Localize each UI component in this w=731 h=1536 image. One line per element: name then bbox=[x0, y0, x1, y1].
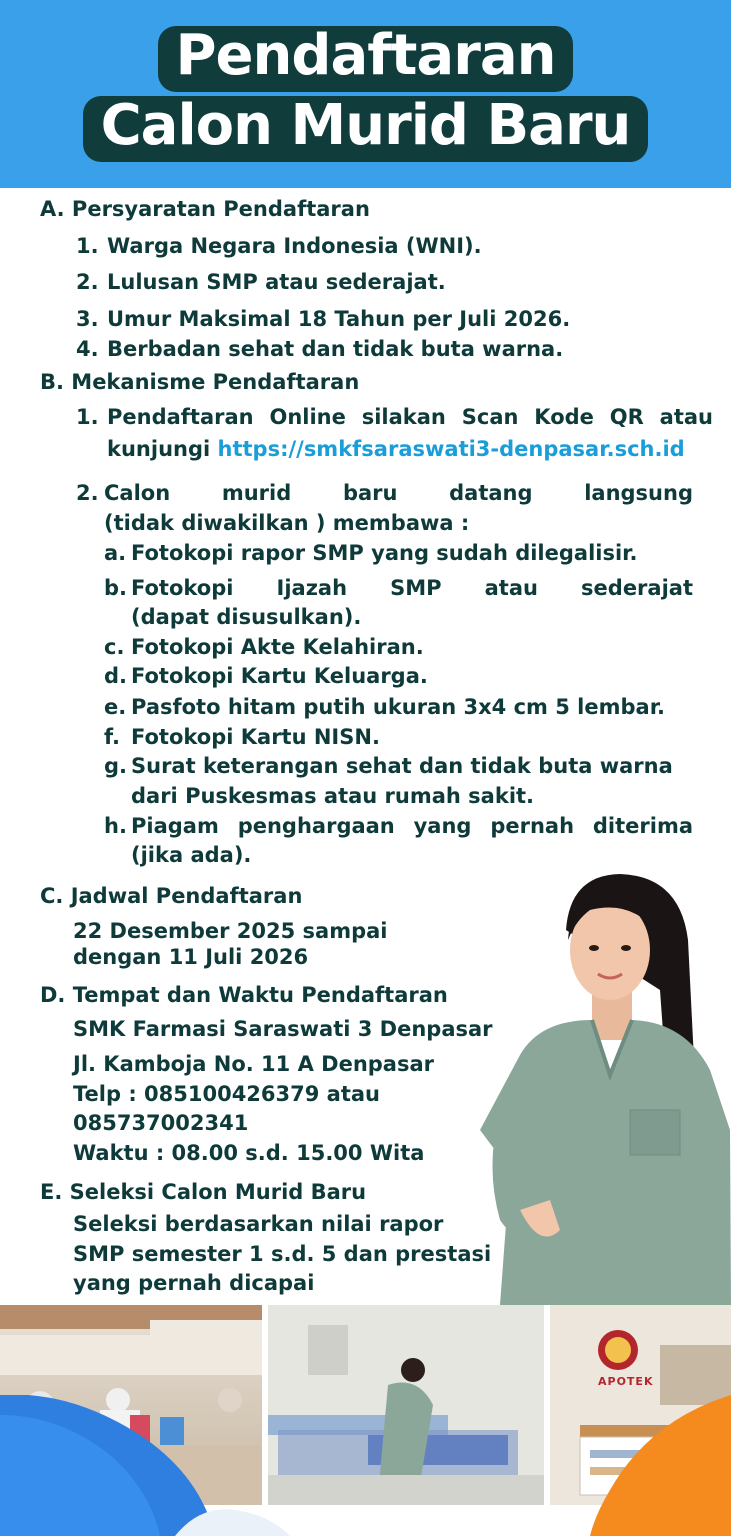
c-line-1: 22 Desember 2025 sampai bbox=[73, 919, 388, 943]
b-sub-f-letter: f. bbox=[104, 725, 120, 749]
section-d-heading: D. Tempat dan Waktu Pendaftaran bbox=[40, 983, 448, 1007]
b-item-2-line-1: Calon murid baru datang langsung bbox=[104, 481, 693, 505]
b-sub-b-text: Fotokopi Ijazah SMP atau sederajat bbox=[131, 576, 693, 600]
student-photo bbox=[480, 870, 731, 1305]
b-sub-e-letter: e. bbox=[104, 695, 127, 719]
b-item-1-number: 1. bbox=[76, 405, 99, 429]
apotek-sign: APOTEK bbox=[598, 1375, 654, 1388]
d-line-3: Telp : 085100426379 atau bbox=[73, 1082, 381, 1106]
b-item-1-prefix: kunjungi bbox=[107, 437, 218, 461]
lab-photo bbox=[0, 1305, 262, 1505]
section-a-heading: A. Persyaratan Pendaftaran bbox=[40, 197, 370, 221]
e-line-1: Seleksi berdasarkan nilai rapor bbox=[73, 1212, 444, 1236]
b-item-1-line-1: Pendaftaran Online silakan Scan Kode QR atau bbox=[107, 405, 713, 429]
website-link[interactable]: https://smkfsaraswati3-denpasar.sch.id bbox=[217, 437, 685, 461]
b-sub-c-letter: c. bbox=[104, 635, 125, 659]
title-line-2: Calon Murid Baru bbox=[0, 96, 731, 162]
a-item-3-text: Umur Maksimal 18 Tahun per Juli 2026. bbox=[107, 307, 571, 331]
d-line-5: Waktu : 08.00 s.d. 15.00 Wita bbox=[73, 1141, 425, 1165]
header-banner bbox=[0, 0, 731, 188]
b-sub-g-letter: g. bbox=[104, 754, 128, 778]
b-sub-h-letter: h. bbox=[104, 814, 127, 838]
b-sub-b-text-2: (dapat disusulkan). bbox=[131, 605, 362, 629]
e-line-3: yang pernah dicapai bbox=[73, 1271, 315, 1295]
section-b-heading: B. Mekanisme Pendaftaran bbox=[40, 370, 360, 394]
b-sub-e-text: Pasfoto hitam putih ukuran 3x4 cm 5 lembar. bbox=[131, 695, 666, 719]
b-sub-d-letter: d. bbox=[104, 664, 128, 688]
b-sub-g-text: Surat keterangan sehat dan tidak buta warna bbox=[131, 754, 673, 778]
b-sub-b-letter: b. bbox=[104, 576, 128, 600]
a-item-3-number: 3. bbox=[76, 307, 99, 331]
b-sub-a-text: Fotokopi rapor SMP yang sudah dilegalisir. bbox=[131, 541, 638, 565]
ward-photo bbox=[268, 1305, 544, 1505]
b-sub-g-text-2: dari Puskesmas atau rumah sakit. bbox=[131, 784, 535, 808]
b-item-1-line-2 bbox=[107, 437, 685, 461]
a-item-4-number: 4. bbox=[76, 337, 99, 361]
a-item-2-text: Lulusan SMP atau sederajat. bbox=[107, 270, 446, 294]
d-line-4: 085737002341 bbox=[73, 1111, 249, 1135]
title-line-1: Pendaftaran bbox=[0, 26, 731, 92]
b-item-2-line-2: (tidak diwakilkan ) membawa : bbox=[104, 511, 470, 535]
d-line-2: Jl. Kamboja No. 11 A Denpasar bbox=[73, 1052, 435, 1076]
b-sub-h-text-2: (jika ada). bbox=[131, 843, 252, 867]
pharmacy-photo bbox=[550, 1305, 731, 1505]
a-item-1-text: Warga Negara Indonesia (WNI). bbox=[107, 234, 482, 258]
photo-strip bbox=[0, 1305, 731, 1536]
a-item-1-number: 1. bbox=[76, 234, 99, 258]
section-e-heading: E. Seleksi Calon Murid Baru bbox=[40, 1180, 367, 1204]
c-line-2: dengan 11 Juli 2026 bbox=[73, 945, 309, 969]
b-item-2-number: 2. bbox=[76, 481, 99, 505]
b-sub-c-text: Fotokopi Akte Kelahiran. bbox=[131, 635, 424, 659]
d-line-1: SMK Farmasi Saraswati 3 Denpasar bbox=[73, 1017, 493, 1041]
b-sub-d-text: Fotokopi Kartu Keluarga. bbox=[131, 664, 428, 688]
a-item-2-number: 2. bbox=[76, 270, 99, 294]
section-c-heading: C. Jadwal Pendaftaran bbox=[40, 884, 303, 908]
b-sub-a-letter: a. bbox=[104, 541, 127, 565]
e-line-2: SMP semester 1 s.d. 5 dan prestasi bbox=[73, 1242, 492, 1266]
b-sub-f-text: Fotokopi Kartu NISN. bbox=[131, 725, 380, 749]
a-item-4-text: Berbadan sehat dan tidak buta warna. bbox=[107, 337, 564, 361]
b-sub-h-text: Piagam penghargaan yang pernah diterima bbox=[131, 814, 693, 838]
